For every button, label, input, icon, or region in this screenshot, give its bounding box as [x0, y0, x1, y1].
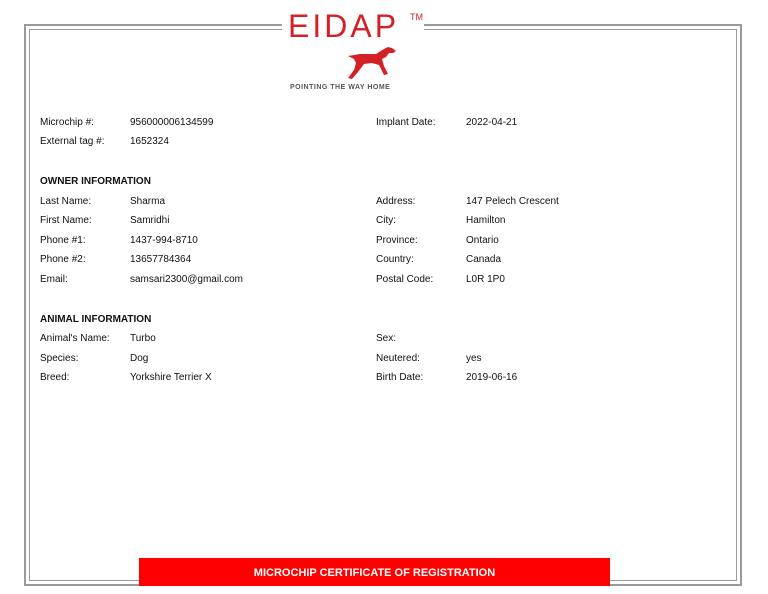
trademark-symbol: TM	[410, 12, 423, 22]
animal-field-label: Neutered:	[376, 353, 420, 364]
animal-field-label: Sex:	[376, 333, 397, 344]
animal-field-value: Dog	[130, 353, 149, 364]
animal-field-label: Animal's Name:	[40, 333, 110, 344]
animal-field-label: Species:	[40, 353, 79, 364]
pointer-dog-icon	[346, 46, 398, 80]
owner-section-heading: OWNER INFORMATION	[40, 176, 151, 187]
implant-date-label: Implant Date:	[376, 117, 436, 128]
owner-field-value: samsari2300@gmail.com	[130, 274, 243, 285]
animal-field-label: Breed:	[40, 372, 70, 383]
animal-field-value: Yorkshire Terrier X	[130, 372, 212, 383]
owner-field-label: Phone #1:	[40, 235, 86, 246]
owner-field-label: City:	[376, 215, 396, 226]
owner-field-value: L0R 1P0	[466, 274, 505, 285]
certificate-title-banner: MICROCHIP CERTIFICATE OF REGISTRATION	[139, 558, 610, 586]
owner-field-value: Sharma	[130, 196, 166, 207]
owner-field-value: Samridhi	[130, 215, 170, 226]
owner-field-label: Address:	[376, 196, 416, 207]
owner-field-value: Ontario	[466, 235, 499, 246]
owner-field-label: Email:	[40, 274, 68, 285]
external-tag-value: 1652324	[130, 136, 169, 147]
owner-field-label: First Name:	[40, 215, 92, 226]
owner-field-value: 147 Pelech Crescent	[466, 196, 559, 207]
owner-field-value: Hamilton	[466, 215, 506, 226]
microchip-value: 956000006134599	[130, 117, 214, 128]
owner-field-label: Country:	[376, 254, 414, 265]
owner-field-label: Postal Code:	[376, 274, 434, 285]
animal-section-heading: ANIMAL INFORMATION	[40, 314, 152, 325]
eidap-logo	[282, 6, 424, 98]
implant-date-value: 2022-04-21	[466, 117, 518, 128]
owner-field-value: 1437-994-8710	[130, 235, 198, 246]
owner-field-label: Last Name:	[40, 196, 92, 207]
logo-tagline: POINTING THE WAY HOME	[290, 84, 391, 91]
certificate-inner-border	[29, 29, 737, 581]
animal-field-value: 2019-06-16	[466, 372, 518, 383]
owner-field-label: Province:	[376, 235, 418, 246]
microchip-label: Microchip #:	[40, 117, 94, 128]
owner-field-value: Canada	[466, 254, 502, 265]
animal-field-value: Turbo	[130, 333, 156, 344]
animal-field-label: Birth Date:	[376, 372, 424, 383]
owner-field-label: Phone #2:	[40, 254, 86, 265]
logo-wordmark: EIDAP	[288, 8, 400, 44]
animal-field-value: yes	[466, 353, 482, 364]
owner-field-value: 13657784364	[130, 254, 192, 265]
external-tag-label: External tag #:	[40, 136, 105, 147]
